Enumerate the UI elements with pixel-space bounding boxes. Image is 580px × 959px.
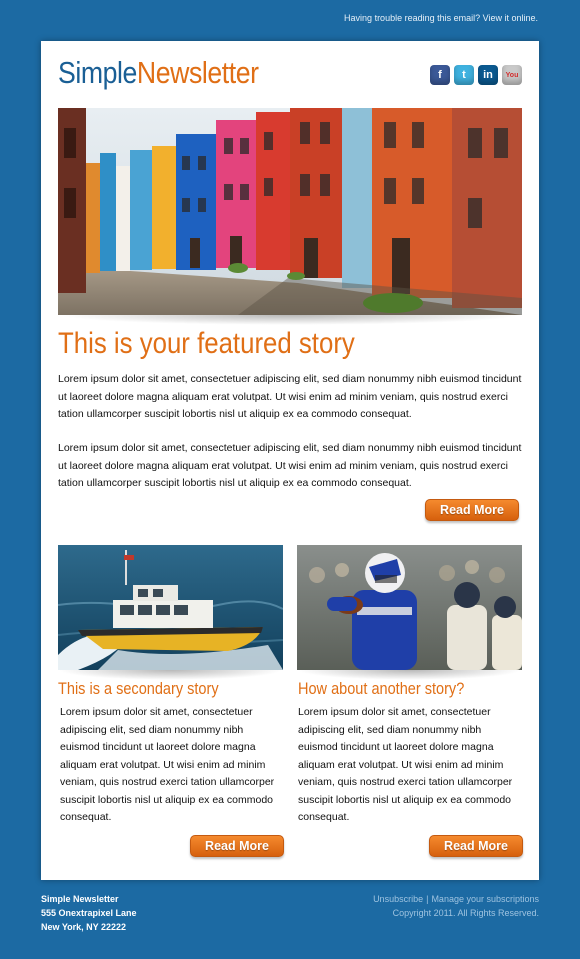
featured-title: This is your featured story: [58, 327, 355, 360]
logo-part-simple: Simple: [58, 55, 137, 90]
twitter-icon[interactable]: t: [454, 65, 474, 85]
featured-read-more-button[interactable]: Read More: [425, 499, 519, 521]
featured-paragraph-1: Lorem ipsum dolor sit amet, consectetuer adipiscing elit, sed diam nonummy nibh euismod tincidunt ut laoreet dolore magna aliquam erat volutpat. Ut wisi enim ad minim veniam, quis nostrud exerci tation ullamcorper suscipit lobortis nisl ut aliquip ex ea commodo consequat.: [58, 373, 522, 420]
featured-paragraph-2: Lorem ipsum dolor sit amet, consectetuer adipiscing elit, sed diam nonummy nibh euismod tincidunt ut laoreet dolore magna aliquam erat volutpat. Ut wisi enim ad minim veniam, quis nostrud exerci tation ullamcorper suscipit lobortis nisl ut aliquip ex ea commodo consequat.: [58, 442, 522, 489]
secondary-title-1: This is a secondary story: [58, 680, 219, 698]
logo: [58, 55, 259, 91]
secondary-text-1: Lorem ipsum dolor sit amet, consectetuer adipiscing elit, sed diam nonummy nibh euismod tincidunt ut laoreet dolore magna aliquam erat volutpat. Ut wisi enim ad minim veniam, quis nostrud exerci tation ullamcorper suscipit lobortis nisl ut aliquip ex ea commodo consequat.: [60, 706, 275, 823]
view-online-link[interactable]: Having trouble reading this email? View it online.: [344, 13, 538, 23]
secondary-image-shadow-2: [297, 670, 522, 680]
footer-address: [41, 892, 137, 934]
secondary-image-shadow-1: [58, 670, 283, 680]
copyright-text: Copyright 2011. All Rights Reserved.: [392, 908, 539, 918]
street-scene-illustration: [58, 108, 522, 315]
secondary-text-2: Lorem ipsum dolor sit amet, consectetuer adipiscing elit, sed diam nonummy nibh euismod tincidunt ut laoreet dolore magna aliquam erat volutpat. Ut wisi enim ad minim veniam, quis nostrud exerci tation ullamcorper suscipit lobortis nisl ut aliquip ex ea commodo consequat.: [298, 706, 513, 823]
logo-part-newsletter: Newsletter: [136, 55, 259, 90]
secondary-read-more-button-2[interactable]: Read More: [429, 835, 523, 857]
social-links: [430, 65, 522, 85]
manage-subscriptions-link[interactable]: Manage your subscriptions: [431, 894, 539, 904]
featured-image: [58, 108, 522, 315]
youtube-icon[interactable]: You: [502, 65, 522, 85]
newsletter-card: [41, 41, 539, 880]
footer-address-line-1: 555 Onextrapixel Lane: [41, 908, 137, 918]
secondary-read-more-button-1[interactable]: Read More: [190, 835, 284, 857]
hero-shadow: [58, 315, 522, 325]
footer-company-name: Simple Newsletter: [41, 894, 119, 904]
football-illustration: [297, 545, 522, 670]
facebook-icon[interactable]: f: [430, 65, 450, 85]
boat-illustration: [58, 545, 283, 670]
footer-separator: |: [426, 894, 429, 904]
footer-address-line-2: New York, NY 22222: [41, 922, 127, 932]
secondary-image-football: [297, 545, 522, 670]
secondary-title-2: How about another story?: [298, 680, 465, 698]
unsubscribe-link[interactable]: Unsubscribe: [373, 894, 424, 904]
linkedin-icon[interactable]: in: [478, 65, 498, 85]
secondary-image-boat: [58, 545, 283, 670]
footer-links: [373, 892, 539, 920]
